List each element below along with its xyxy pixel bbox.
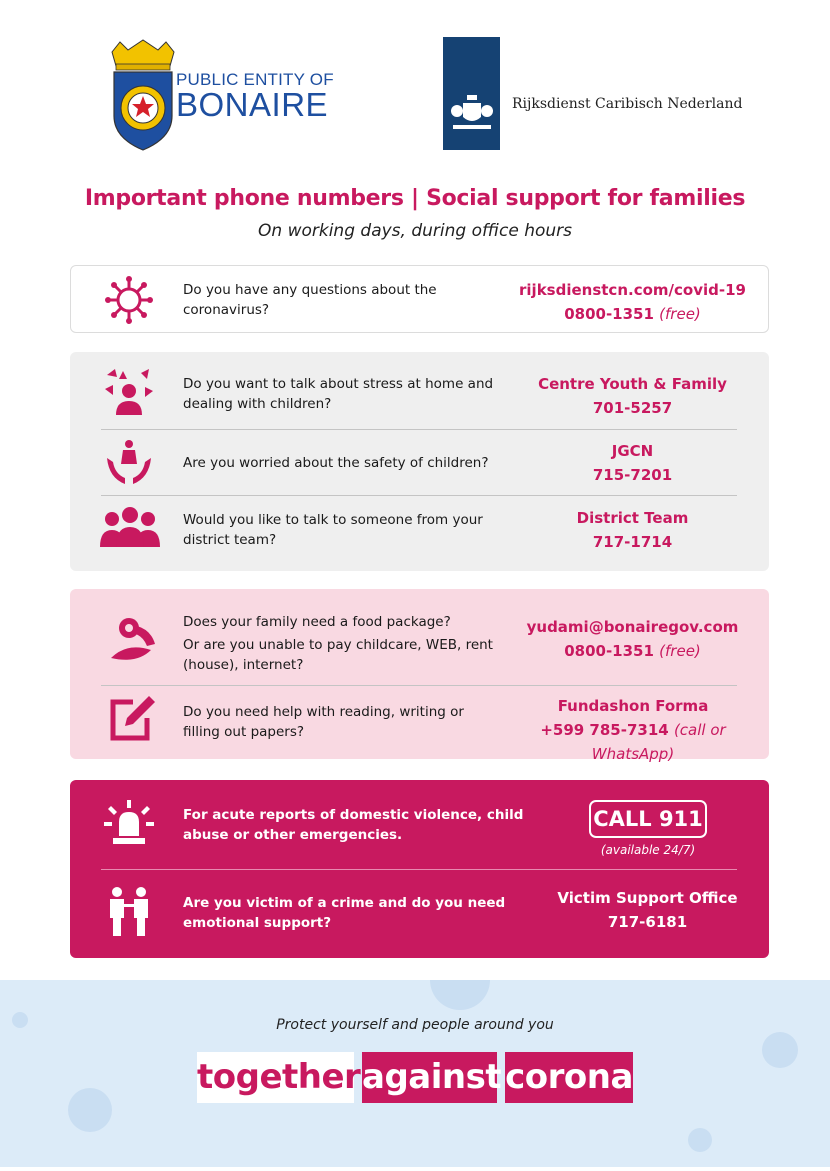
phone-number[interactable]: 0800-1351 [564, 305, 654, 323]
contact-name: District Team [576, 509, 689, 527]
question-text: Do you need help with reading, writing or filling out papers? [183, 704, 464, 740]
contact-name: Centre Youth & Family [538, 375, 727, 393]
siren-icon [101, 796, 157, 852]
slogan-word-corona: corona [505, 1052, 633, 1103]
dutch-coat-of-arms-icon [443, 37, 500, 150]
question-text [183, 612, 503, 675]
contact-name: Victim Support Office [557, 889, 738, 907]
divider [101, 869, 737, 870]
slogan-word-against: against [362, 1052, 497, 1103]
stress-icon [101, 365, 157, 421]
food-icon [107, 612, 163, 668]
phone-number[interactable]: 701-5257 [592, 399, 673, 417]
page-title: Important phone numbers | Social support for families [84, 186, 746, 211]
bonaire-coat-of-arms-icon [108, 38, 178, 153]
contact-website-link[interactable]: rijksdienstcn.com/covid-19 [519, 281, 746, 299]
bonaire-name-line2: BONAIRE [176, 86, 329, 123]
support-people-icon [101, 884, 157, 940]
question-text: For acute reports of domestic violence, child abuse or other emergencies. [183, 807, 524, 843]
question-text: Are you worried about the safety of children? [183, 455, 489, 471]
page-subtitle: On working days, during office hours [258, 221, 572, 241]
call-911-button[interactable]: CALL 911 [589, 800, 707, 838]
contact-name: JGCN [611, 442, 654, 460]
rcn-logo [443, 37, 500, 150]
question-text: Are you victim of a crime and do you need emotional support? [183, 895, 506, 931]
rcn-name: Rijksdienst Caribisch Nederland [512, 96, 743, 112]
phone-number-line [505, 639, 760, 663]
question-text: Would you like to talk to someone from your district team? [183, 512, 483, 548]
divider [101, 429, 737, 430]
phone-note: (free) [659, 642, 701, 660]
virus-icon [101, 272, 157, 328]
people-group-icon [99, 503, 155, 559]
contact-block [520, 886, 775, 934]
phone-number-line [498, 718, 768, 766]
phone-note: (free) [659, 305, 701, 323]
child-hands-icon [101, 434, 157, 490]
question-text: Do you have any questions about the coronavirus? [183, 282, 437, 318]
phone-note: (call or WhatsApp) [591, 721, 726, 763]
pencil-edit-icon [103, 690, 159, 746]
question-line: Does your family need a food package? [183, 614, 451, 630]
contact-block [505, 615, 760, 663]
phone-number[interactable]: 715-7201 [592, 466, 673, 484]
slogan-word-together: together [197, 1052, 354, 1103]
phone-number[interactable]: +599 785-7314 [540, 721, 669, 739]
phone-number[interactable]: 0800-1351 [564, 642, 654, 660]
contact-name: Fundashon Forma [557, 697, 709, 715]
contact-block [498, 694, 768, 766]
contact-block [510, 439, 755, 487]
footer-tagline: Protect yourself and people around you [276, 1017, 554, 1033]
phone-number-line [500, 302, 765, 326]
divider [101, 495, 737, 496]
contact-block [510, 372, 755, 420]
divider [101, 685, 737, 686]
phone-number[interactable]: 717-1714 [592, 533, 673, 551]
phone-number[interactable]: 717-6181 [607, 913, 688, 931]
contact-email-link[interactable]: yudami@bonairegov.com [526, 618, 739, 636]
contact-block [510, 506, 755, 554]
question-line: Or are you unable to pay childcare, WEB, rent (house), internet? [183, 637, 493, 673]
contact-block [500, 278, 765, 326]
question-text: Do you want to talk about stress at home and dealing with children? [183, 376, 494, 412]
availability-note: (available 24/7) [600, 843, 696, 857]
bonaire-name-line1: PUBLIC ENTITY OF [176, 70, 334, 89]
